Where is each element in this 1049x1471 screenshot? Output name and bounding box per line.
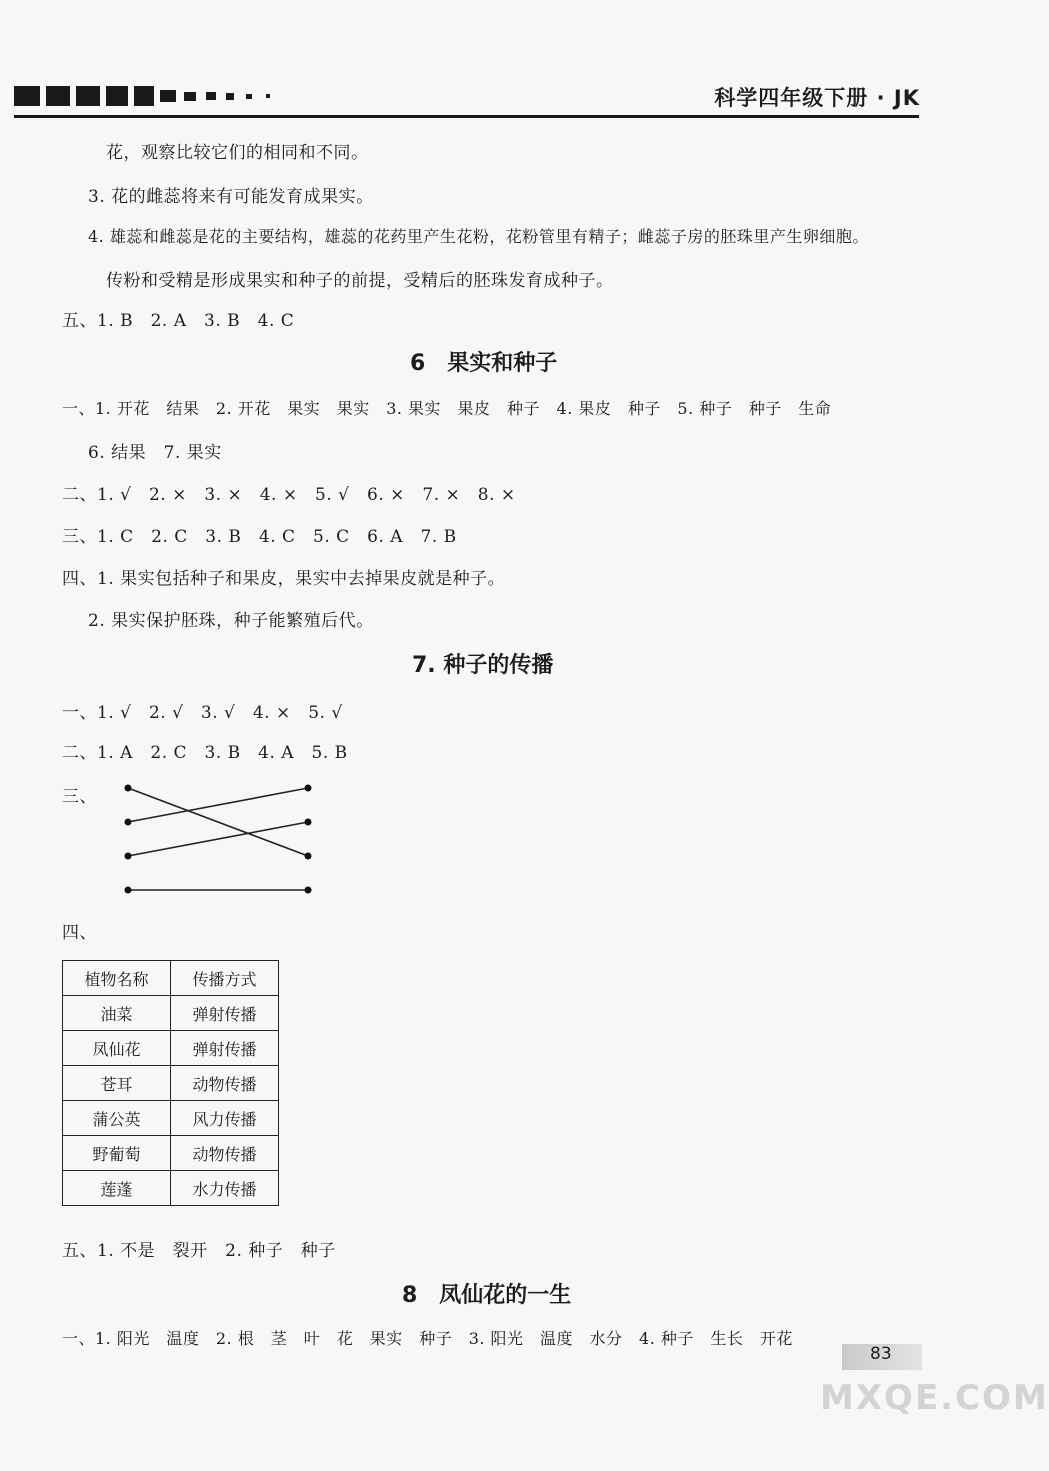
section-6-title: 6 果实和种子 (410, 351, 558, 376)
table-header-cell: 传播方式 (171, 961, 279, 996)
answer-line: 四、1. 果实包括种子和果皮，果实中去掉果皮就是种子。 (62, 569, 506, 589)
label-three: 三、 (62, 787, 97, 807)
table-row (63, 1101, 279, 1136)
match-line (128, 822, 308, 856)
answer-line: 一、1. 开花 结果 2. 开花 果实 果实 3. 果实 果皮 种子 4. 果皮 种子 5. 种子 种子 生命 (62, 399, 832, 418)
answer-line: 2. 果实保护胚珠，种子能繁殖后代。 (88, 611, 374, 631)
watermark-text: MXQE.COM (820, 1378, 1049, 1418)
answer-line: 传粉和受精是形成果实和种子的前提，受精后的胚珠发育成种子。 (106, 271, 614, 291)
page-header (0, 0, 1000, 125)
header-rule (14, 115, 919, 118)
answer-line: 花，观察比较它们的相同和不同。 (106, 143, 369, 163)
table-row (63, 1066, 279, 1101)
table-cell: 凤仙花 (63, 1031, 171, 1066)
table-row (63, 1136, 279, 1171)
table-cell: 动物传播 (171, 1066, 279, 1101)
table-cell: 油菜 (63, 996, 171, 1031)
table-row (63, 1171, 279, 1206)
answer-line: 3. 花的雌蕊将来有可能发育成果实。 (88, 187, 374, 207)
answer-line: 二、1. √ 2. × 3. × 4. × 5. √ 6. × 7. × 8. × (62, 485, 516, 505)
match-line (128, 788, 308, 856)
match-dot-left (125, 887, 132, 894)
label-four: 四、 (62, 923, 97, 943)
table-cell: 弹射传播 (171, 1031, 279, 1066)
match-dot-right (305, 853, 312, 860)
page-number: 83 (842, 1344, 922, 1370)
table-cell: 风力传播 (171, 1101, 279, 1136)
answer-line: 五、1. B 2. A 3. B 4. C (62, 311, 295, 331)
matching-diagram (110, 770, 330, 910)
table-cell: 苍耳 (63, 1066, 171, 1101)
match-dot-right (305, 819, 312, 826)
table-cell: 莲蓬 (63, 1171, 171, 1206)
table-cell: 动物传播 (171, 1136, 279, 1171)
table-row (63, 996, 279, 1031)
match-dot-right (305, 887, 312, 894)
match-dot-left (125, 819, 132, 826)
answer-line: 五、1. 不是 裂开 2. 种子 种子 (62, 1241, 336, 1261)
answer-line: 一、1. √ 2. √ 3. √ 4. × 5. √ (62, 703, 343, 723)
answer-line: 一、1. 阳光 温度 2. 根 茎 叶 花 果实 种子 3. 阳光 温度 水分 4. 种子 生长 开花 (62, 1329, 793, 1348)
answer-line: 二、1. A 2. C 3. B 4. A 5. B (62, 743, 348, 763)
answer-line: 4. 雄蕊和雌蕊是花的主要结构，雄蕊的花药里产生花粉，花粉管里有精子；雌蕊子房的胚珠里产生卵细胞。 (88, 227, 869, 246)
table-cell: 蒲公英 (63, 1101, 171, 1136)
table-header-cell: 植物名称 (63, 961, 171, 996)
section-7-title: 7. 种子的传播 (412, 653, 554, 678)
table-cell: 野葡萄 (63, 1136, 171, 1171)
table-header-row (63, 961, 279, 996)
book-title: 科学四年级下册 · JK (714, 86, 920, 110)
match-dot-left (125, 785, 132, 792)
seed-dispersal-table (62, 960, 279, 1206)
match-dot-right (305, 785, 312, 792)
table-cell: 水力传播 (171, 1171, 279, 1206)
match-dot-left (125, 853, 132, 860)
match-line (128, 788, 308, 822)
section-8-title: 8 凤仙花的一生 (402, 1283, 572, 1308)
answer-line: 6. 结果 7. 果实 (88, 443, 222, 463)
answer-line: 三、1. C 2. C 3. B 4. C 5. C 6. A 7. B (62, 527, 457, 547)
table-cell: 弹射传播 (171, 996, 279, 1031)
table-row (63, 1031, 279, 1066)
